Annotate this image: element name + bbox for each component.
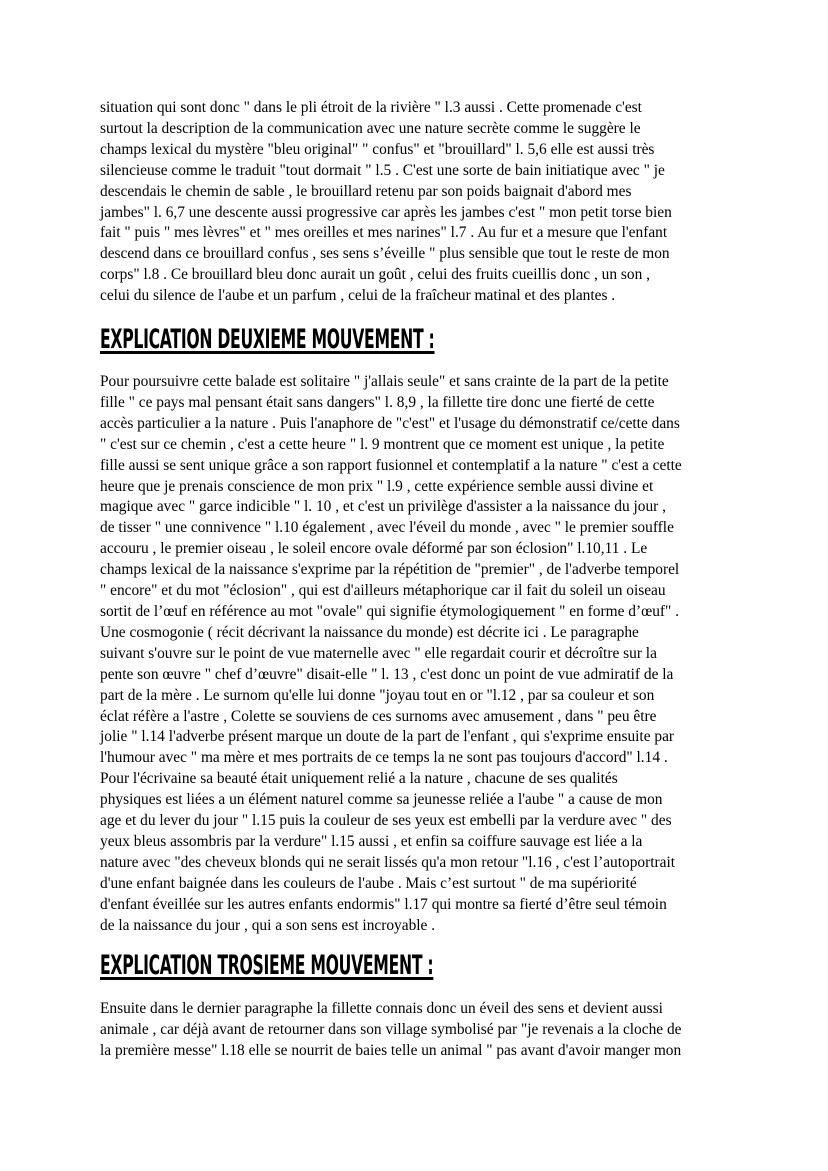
text-line: Ensuite dans le dernier paragraphe la fillette connais donc un éveil des sens et devient aussi [100,1000,663,1017]
text-line: Une cosmogonie ( récit décrivant la naissance du monde) est décrite ici . Le paragraphe [100,623,639,641]
text-line: sortit de l’œuf en référence au mot "ovale" qui signifie étymologiquement " en forme d’œuf" . [100,602,680,620]
text-line: situation qui sont donc " dans le pli étroit de la rivière " l.3 aussi . Cette promenade c'est [100,99,642,116]
text-line: fille " ce pays mal pensant était sans dangers" l. 8,9 , la fillette tire donc une fierté de cette [100,393,655,411]
paragraph-first-movement-end [100,98,740,307]
text-line: celui du silence de l'aube et un parfum , celui de la fraîcheur matinal et des plantes . [100,287,616,305]
text-line: la première messe" l.18 elle se nourrit de baies telle un animal " pas avant d'avoir manger mon [100,1041,682,1059]
text-line: accouru , le premier oiseau , le soleil encore ovale déformé par son éclosion" l.10,11 . Le [100,540,648,558]
heading-third-movement: EXPLICATION TROSIEME MOUVEMENT : [100,950,434,981]
text-line: yeux bleus assombris par la verdure" l.15 aussi , et enfin sa coiffure sauvage est liée a la [100,832,643,850]
text-line: " c'est sur ce chemin , c'est a cette heure " l. 9 montrent que ce moment est unique , la petite [100,435,665,453]
text-line: accès particulier a la nature . Puis l'anaphore de "c'est" et l'usage du démonstratif ce/cette dans [100,414,680,432]
text-line: champs lexical du mystère "bleu original" " confus" et "brouillard" l. 5,6 elle est aussi très [100,140,655,158]
text-line: jolie " l.14 l'adverbe présent marque un doute de la part de l'enfant , qui s'exprime ensuite par [100,728,675,746]
heading-second-movement: EXPLICATION DEUXIEME MOUVEMENT : [100,324,435,355]
text-line: heure que je prenais conscience de mon prix " l.9 , cette expérience semble aussi divine et [100,477,654,495]
paragraph-third-movement [100,999,740,1062]
paragraph-second-movement [100,372,740,936]
text-line: éclat réfère a l'astre , Colette se souviens de ces surnoms avec amusement , dans " peu être [100,707,657,725]
text-line: magique avec " garce indicible " l. 10 , et c'est un privilège d'assister a la naissance du jour , [100,498,666,516]
text-line: physiques est liées a un élément naturel comme sa jeunesse reliée a l'aube " a cause de mon [100,791,663,809]
text-line: suivant s'ouvre sur le point de vue maternelle avec " elle regardait courir et décroître sur la [100,644,657,662]
text-line: Pour poursuivre cette balade est solitaire " j'allais seule" et sans crainte de la part de la petite [100,373,669,390]
text-line: age et du lever du jour " l.15 puis la couleur de ses yeux est embelli par la verdure avec " des [100,812,672,830]
text-line: descendais le chemin de sable , le brouillard retenu par son poids baignait d'abord mes [100,182,632,200]
text-line: de la naissance du jour , qui a son sens est incroyable . [100,916,436,934]
text-line: descend dans ce brouillard confus , ses sens s’éveille " plus sensible que tout le reste de mon [100,245,670,263]
text-line: part de la mère . Le surnom qu'elle lui donne "joyau tout en or "l.12 , par sa couleur et son [100,686,655,704]
text-line: silencieuse comme le traduit "tout dormait " l.5 . C'est une sorte de bain initiatique avec " je [100,161,665,179]
text-line: " encore" et du mot "éclosion" , qui est d'ailleurs métaphorique car il fait du soleil un oiseau [100,582,666,600]
text-line: l'humour avec " ma mère et mes portraits de ce temps la ne sont pas toujours d'accord" l.14 . [100,749,668,767]
text-line: corps" l.8 . Ce brouillard bleu donc aurait un goût , celui des fruits cueillis donc , un son , [100,266,650,284]
text-line: champs lexical de la naissance s'exprime par la répétition de "premier" , de l'adverbe temporel [100,561,680,579]
text-line: jambes" l. 6,7 une descente aussi progressive car après les jambes c'est " mon petit torse bien [100,203,672,221]
text-line: pente son œuvre " chef d’œuvre" disait-elle " l. 13 , c'est donc un point de vue admiratif de la [100,665,674,683]
text-line: nature avec "des cheveux blonds qui ne serait lissés qu'a mon retour "l.16 , c'est l’autoportrait [100,853,675,871]
text-line: animale , car déjà avant de retourner dans son village symbolisé par "je revenais a la cloche de [100,1020,682,1038]
text-line: fait " puis " mes lèvres" et " mes oreilles et mes narines" l.7 . Au fur et a mesure que l'enfant [100,224,668,242]
text-line: d'enfant éveillée sur les autres enfants endormis" l.17 qui montre sa fierté d’être seul témoin [100,895,667,913]
text-line: surtout la description de la communication avec une nature secrète comme le suggère le [100,119,641,137]
text-line: de tisser " une connivence " l.10 également , avec l'éveil du monde , avec " le premier souffle [100,519,674,537]
text-line: fille aussi se sent unique grâce a son rapport fusionnel et contemplatif a la nature " c'est a cette [100,456,682,474]
text-line: d'une enfant baignée dans les couleurs de l'aube . Mais c’est surtout " de ma supériorité [100,874,637,892]
text-line: Pour l'écrivaine sa beauté était uniquement relié a la nature , chacune de ses qualités [100,770,618,788]
